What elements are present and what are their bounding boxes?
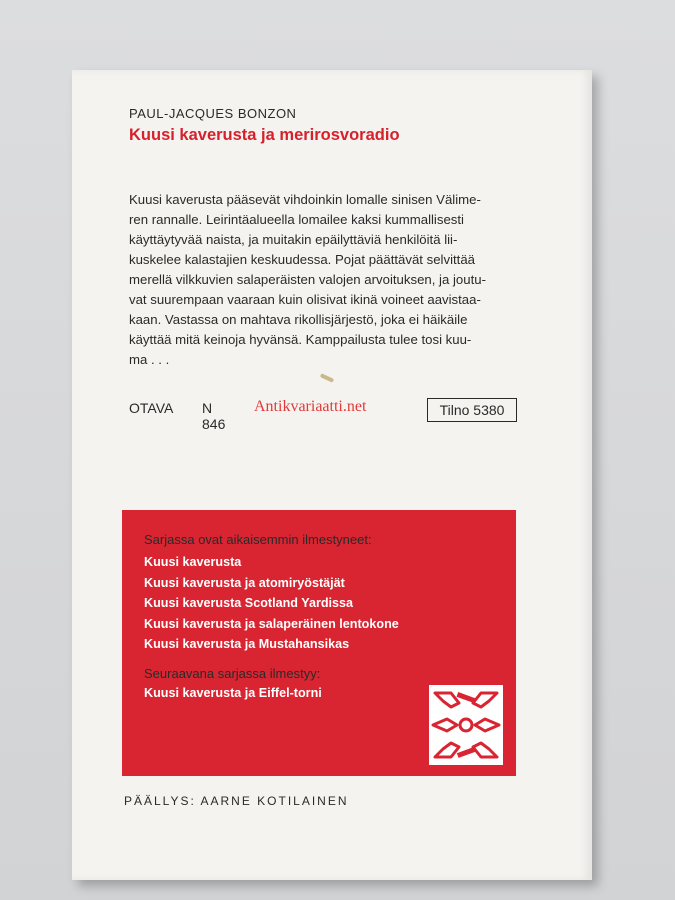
series-item: Kuusi kaverusta ja Mustahansikas bbox=[144, 637, 350, 651]
blurb-line: vat suurempaan vaaraan kuin olisivat ikinä voineet aavistaa- bbox=[129, 292, 481, 307]
series-item: Kuusi kaverusta ja atomiryöstäjät bbox=[144, 575, 345, 590]
blurb-line: käyttää mitä keinoja hyvänsä. Kamppailusta tulee tosi kuu- bbox=[129, 332, 472, 347]
author-name: PAUL-JACQUES BONZON bbox=[129, 106, 297, 121]
series-item: Kuusi kaverusta ja salaperäinen lentokone bbox=[144, 616, 399, 631]
book-title: Kuusi kaverusta ja merirosvoradio bbox=[129, 126, 400, 144]
blurb-text bbox=[129, 190, 521, 370]
series-item: Kuusi kaverusta Scotland Yardissa bbox=[144, 596, 354, 610]
blurb-line: ren rannalle. Leirintäalueella lomailee kaksi kummallisesti bbox=[129, 212, 464, 227]
series-item: Kuusi kaverusta bbox=[144, 555, 242, 569]
series-intro: Sarjassa ovat aikaisemmin ilmestyneet: bbox=[144, 532, 372, 547]
blurb-line: käyttäytyvää naista, ja muitakin epäilyttäviä henkilöitä lii- bbox=[129, 232, 458, 247]
blurb-line: kaan. Vastassa on mahtava rikollisjärjestö, joka ei häikäile bbox=[129, 312, 468, 327]
series-box bbox=[122, 510, 516, 776]
paper-speck bbox=[320, 373, 334, 383]
blurb-line: Kuusi kaverusta pääsevät vihdoinkin lomalle sinisen Välime- bbox=[129, 192, 481, 207]
blurb-line: merellä vilkkuvien salaperäisten valojen arvoituksen, ja joutu- bbox=[129, 272, 486, 287]
blurb-line: ma . . . bbox=[129, 352, 170, 367]
next-intro: Seuraavana sarjassa ilmestyy: bbox=[144, 666, 321, 681]
publisher-name: OTAVA bbox=[129, 400, 174, 416]
book-back-cover bbox=[72, 70, 592, 880]
series-list bbox=[144, 552, 399, 655]
publisher-code: N 846 bbox=[202, 400, 226, 432]
watermark: Antikvariaatti.net bbox=[254, 398, 367, 415]
cover-credit: PÄÄLLYS: AARNE KOTILAINEN bbox=[124, 794, 349, 808]
next-title: Kuusi kaverusta ja Eiffel-torni bbox=[144, 686, 322, 700]
tilno-box: Tilno 5380 bbox=[427, 398, 517, 422]
blurb-line: kuskelee kalastajien keskuudessa. Pojat päättävät selvittää bbox=[129, 252, 476, 267]
six-hands-logo-icon bbox=[429, 685, 503, 765]
